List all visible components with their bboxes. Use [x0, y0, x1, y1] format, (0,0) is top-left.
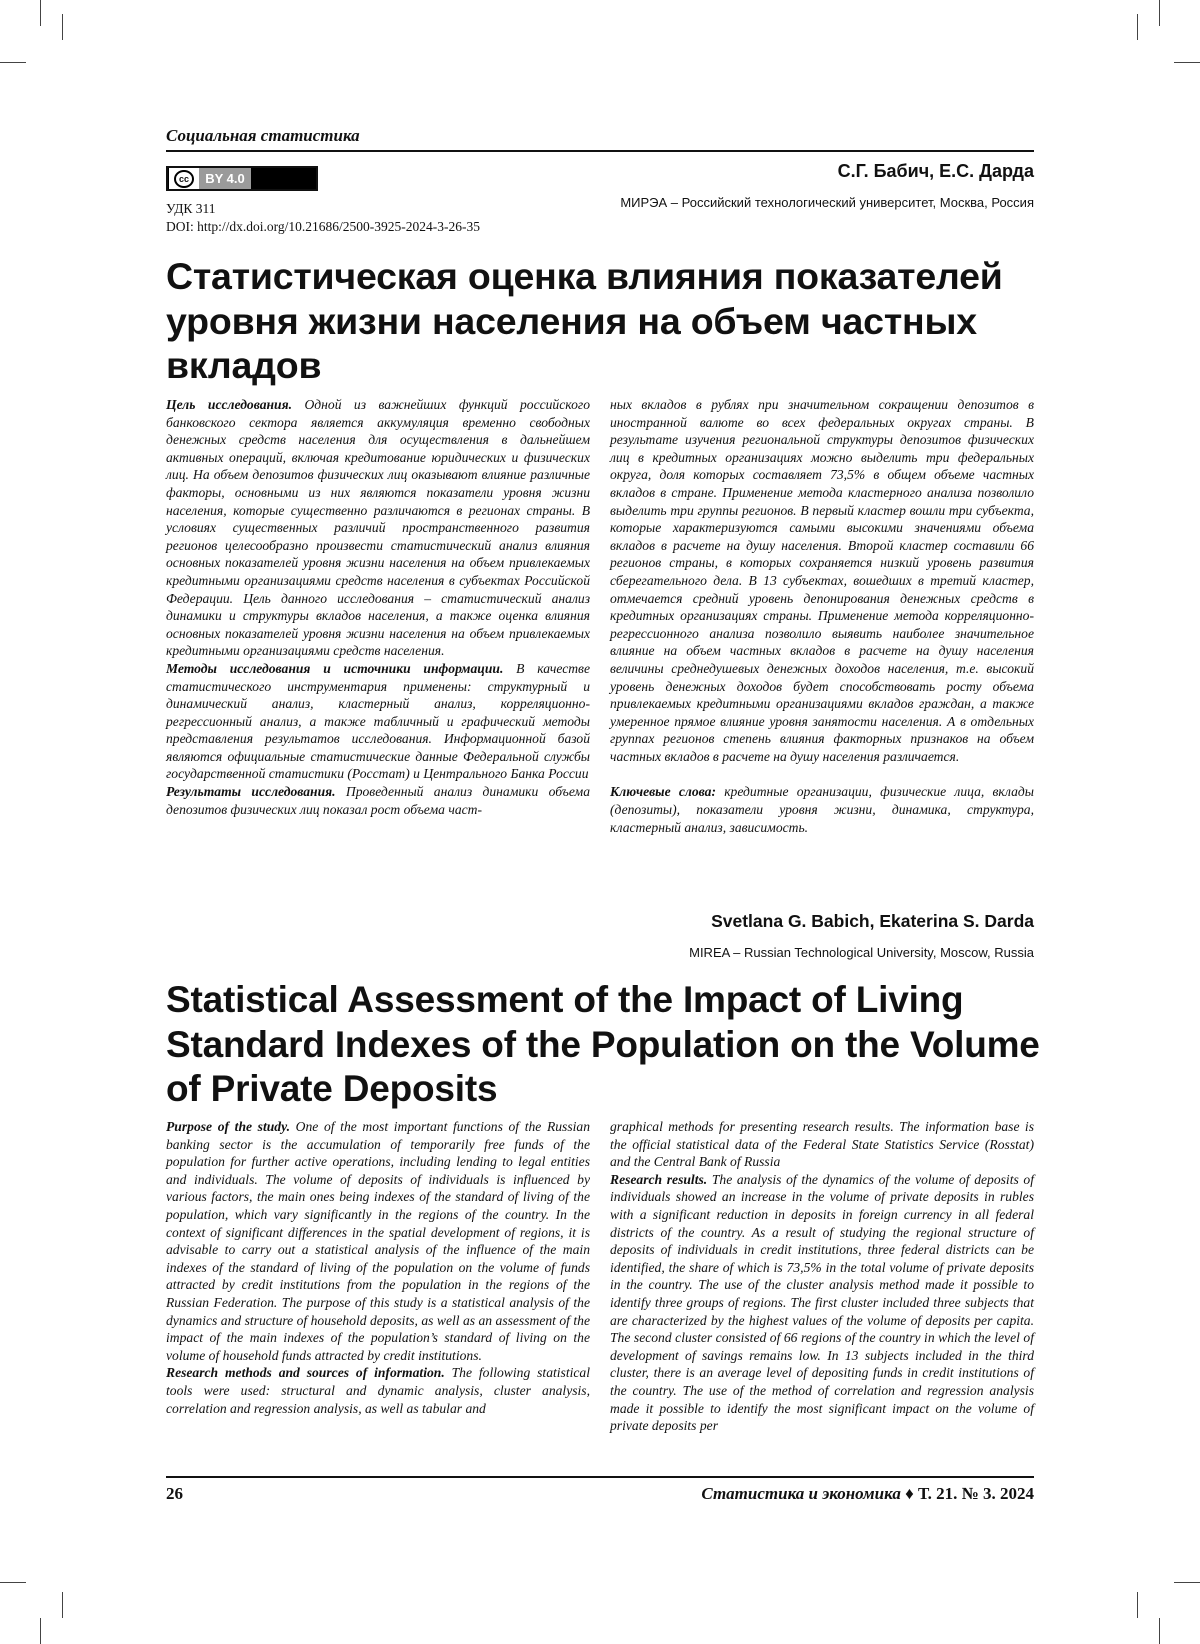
abstract-en-left: [166, 1118, 590, 1417]
abstract-en-right: [610, 1118, 1034, 1435]
keywords-ru: Ключевые слова: кредитные организации, физические лица, вклады (депозиты), показатели уровня жизни, динамика, структура, кластерный анализ, зависимость.: [610, 784, 1034, 835]
cc-license-badge[interactable]: [166, 166, 318, 191]
crop-mark: [62, 14, 63, 40]
crop-mark: [0, 62, 26, 63]
abstract-ru-left: [166, 396, 590, 818]
crop-mark: [62, 1592, 63, 1618]
page-number: 26: [166, 1484, 183, 1503]
methods-en: Research methods and sources of information. The following statistical tools were used: structural and dynamic analysis, cluster analysis, correlation and regression analysis, as well as tabular and: [166, 1365, 590, 1416]
crop-mark: [40, 0, 41, 26]
affiliation-en: MIREA – Russian Technological University, Moscow, Russia: [689, 945, 1034, 960]
section-header: Социальная статистика: [166, 126, 360, 145]
cc-icon: cc: [169, 168, 199, 189]
crop-mark: [1159, 0, 1160, 26]
abstract-ru-right: [610, 396, 1034, 836]
results-ru: Результаты исследования. Проведенный анализ динамики объема депозитов физических лиц показал рост объема част-: [166, 784, 590, 817]
top-rule: [166, 150, 1034, 152]
bottom-rule: [166, 1476, 1034, 1478]
doi-link[interactable]: DOI: http://dx.doi.org/10.21686/2500-3925-2024-3-26-35: [166, 219, 480, 234]
crop-mark: [1174, 1582, 1200, 1583]
title-en: Statistical Assessment of the Impact of Living Standard Indexes of the Population on the Volume of Private Deposits: [166, 979, 1040, 1109]
affiliation-ru: МИРЭА – Российский технологический университет, Москва, Россия: [620, 195, 1034, 210]
results-en: Research results. The analysis of the dynamics of the volume of deposits of individuals showed an increase in the volume of private deposits in rubles with a significant reduction in deposits in foreign currency in all federal districts of the country. As a result of studying the regional structure of deposits of individuals in credit institutions, three federal districts can be identified, the share of which is 73,5% in the total volume of private deposits in the country. The use of the cluster analysis method made it possible to identify three groups of regions. The first cluster included three subjects that are characterized by the highest values of the volume of deposits per capita. The second cluster consisted of 66 regions of the country in which the level of development of savings remains low. In 13 subjects included in the third cluster, there is an average level of depositing funds in credit institutions of the country. The use of the method of correlation and regression analysis made it possible to identify the most significant impact on the volume of private deposits per: [610, 1171, 1035, 1434]
title-ru: Статистическая оценка влияния показателей уровня жизни населения на объем частных вкладов: [166, 255, 1003, 386]
authors-en: Svetlana G. Babich, Ekaterina S. Darda: [711, 911, 1034, 931]
methods-en-continued: graphical methods for presenting research results. The information base is the official statistical data of the Federal State Statistics Service (Rosstat) and the Central Bank of Russia: [610, 1119, 1034, 1170]
crop-mark: [0, 1582, 26, 1583]
crop-mark: [1137, 14, 1138, 40]
journal-footer: Статистика и экономика ♦ Т. 21. № 3. 2024: [701, 1484, 1034, 1503]
authors-ru: С.Г. Бабич, Е.С. Дарда: [837, 161, 1034, 181]
crop-mark: [1137, 1592, 1138, 1618]
purpose-ru: Цель исследования. Одной из важнейших функций российского банковского сектора является аккумуляция временно свободных денежных средств населения для осуществления в дальнейшем активных операций, включая кредитование юридических и физических лиц. На объем депозитов физических лиц оказывают влияние различные факторы, основными из них являются показатели уровня жизни населения, которые существенно различаются в регионах страны. В условиях существенных различий пространственного развития регионов целесообразно произвести статистический анализ влияния основных показателей уровня жизни населения на объем привлекаемых кредитными организациями средств населения в субъектах Российской Федерации. Цель данного исследования – статистический анализ динамики и структуры вкладов населения, а также оценка влияния основных показателей уровня жизни населения на объем привлекаемых кредитными организациями средств населения.: [166, 397, 591, 659]
crop-mark: [1159, 1618, 1160, 1644]
udk-code: УДК 311: [166, 201, 216, 216]
methods-ru: Методы исследования и источники информации. В качестве статистического инструментария применены: структурный и динамический анализ, кластерный анализ, корреляционно-регрессионный анализ, а также табличный и графический методы представления результатов исследования. Информационной базой являются официальные статистические данные Федеральной службы государственной статистики (Росстат) и Центрального Банка России: [166, 660, 590, 782]
purpose-en: Purpose of the study. One of the most important functions of the Russian banking sector is the accumulation of temporarily free funds of the population for further active operations, including lending to legal entities and individuals. The volume of deposits of individuals is influenced by various factors, the main ones being indexes of the standard of living of the population, which vary significantly in the regions of the country. In the context of significant differences in the spatial development of regions, it is advisable to carry out a statistical analysis of the influence of the main indexes of the standard of living of the population on the volume of funds attracted by credit institutions from the population in the regions of the Russian Federation. The purpose of this study is a statistical analysis of the dynamics and structure of household deposits, as well as an assessment of the impact of the main indexes of the population’s standard of living on the volume of household funds attracted by credit institutions.: [166, 1119, 591, 1363]
results-ru-continued: ных вкладов в рублях при значительном сокращении депозитов в иностранной валюте во всех федеральных округах страны. В результате изучения региональной структуры депозитов физических лиц в кредитных организациях можно выделить три федеральных округа, доля которых составляет 73,5% в общем объеме частных вкладов в стране. Применение метода кластерного анализа позволило выделить три группы регионов. В первый кластер вошли три субъекта, которые характеризуются самыми высокими значениями объема вкладов в расчете на душу населения. Второй кластер составили 66 регионов страны, в которых сохраняется низкий уровень развития сберегательного дела. В 13 субъектах, вошедших в третий кластер, отмечается средний уровень депонирования денежных средств в кредитных организациях страны. Применение метода корреляционно-регрессионного анализа позволило выявить наиболее значительное влияние на объем частных вкладов в расчете на душу населения величины среднедушевых денежных доходов населения, т.е. высокий уровень денежных доходов будет способствовать росту объема привлекаемых кредитными организациями вкладов граждан, а также умеренное прямое влияние уровня занятости населения. А в отдельных группах регионов степень влияния факторных признаков на объем частных вкладов в расчете на душу населения различается.: [610, 397, 1034, 764]
crop-mark: [1174, 62, 1200, 63]
license-label: BY 4.0: [199, 168, 251, 189]
crop-mark: [40, 1618, 41, 1644]
